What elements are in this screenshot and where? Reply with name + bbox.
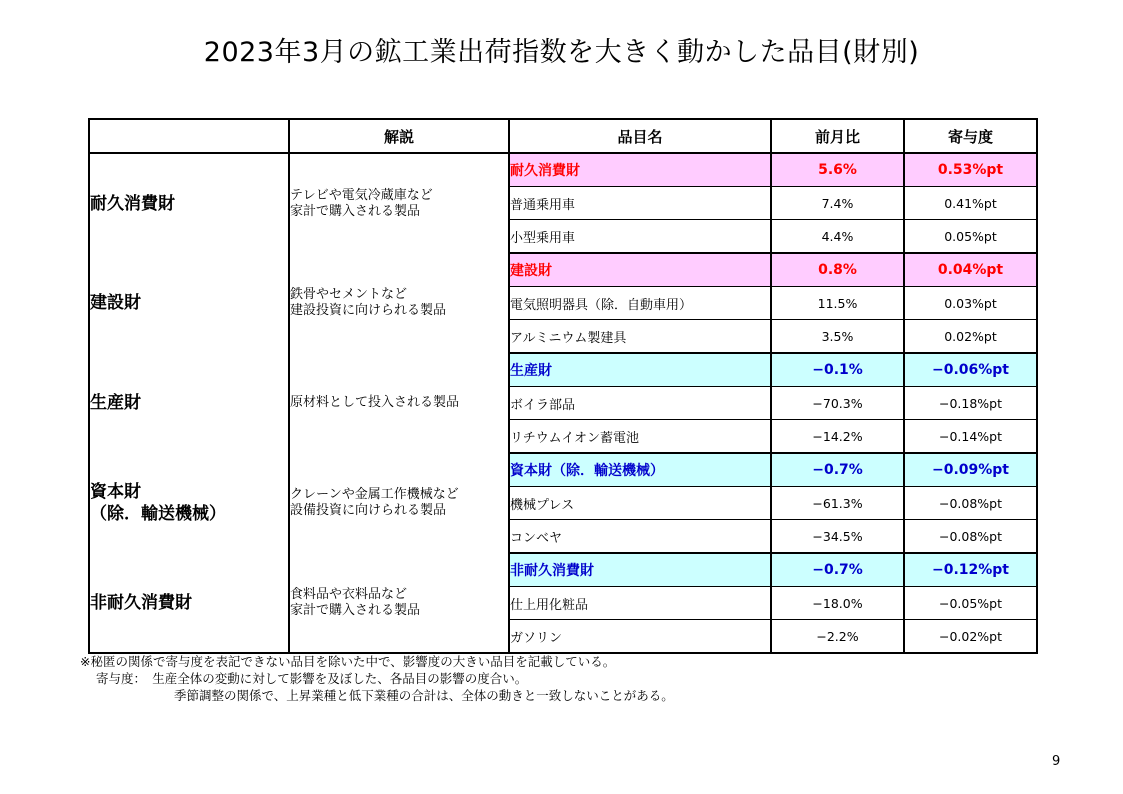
- ratio-value: −0.1%: [771, 353, 904, 387]
- ratio-value: −34.5%: [771, 520, 904, 554]
- description-text: クレーンや金属工作機械など 設備投資に向けられる製品: [290, 487, 459, 518]
- footnote-confidentiality: ※秘匿の関係で寄与度を表記できない品目を除いた中で、影響度の大きい品目を記載している。: [80, 654, 616, 669]
- ratio-value: −18.0%: [771, 587, 904, 620]
- ratio-value: 4.4%: [771, 220, 904, 254]
- contribution-value: −0.08%pt: [904, 487, 1037, 520]
- table-row: [89, 353, 1037, 387]
- table-row: [89, 453, 1037, 487]
- page-number: 9: [1052, 754, 1061, 769]
- item-name: 建設財: [509, 253, 771, 287]
- item-name: 機械プレス: [509, 487, 771, 520]
- item-name: 電気照明器具（除．自動車用）: [509, 287, 771, 320]
- item-name: リチウムイオン蓄電池: [509, 420, 771, 454]
- header-ratio: 前月比: [771, 119, 904, 153]
- footnote-seasonal-adjustment: 季節調整の関係で、上昇業種と低下業種の合計は、全体の動きと一致しないことがある。: [174, 688, 674, 703]
- category-label: 建設財: [90, 293, 141, 313]
- category-label: 非耐久消費財: [90, 592, 192, 613]
- ratio-value: 7.4%: [771, 187, 904, 220]
- header-description: 解説: [289, 119, 509, 153]
- item-name: ボイラ部品: [509, 387, 771, 420]
- description-cell: [289, 553, 509, 653]
- category-cell: [89, 153, 289, 253]
- item-name: 普通乗用車: [509, 187, 771, 220]
- header-item: 品目名: [509, 119, 771, 153]
- ratio-value: −61.3%: [771, 487, 904, 520]
- category-cell: [89, 253, 289, 353]
- category-cell: [89, 553, 289, 653]
- ratio-value: 0.8%: [771, 253, 904, 287]
- ratio-value: 11.5%: [771, 287, 904, 320]
- ratio-value: −2.2%: [771, 620, 904, 654]
- ratio-value: 5.6%: [771, 153, 904, 187]
- item-name: アルミニウム製建具: [509, 320, 771, 354]
- category-label: 資本財: [90, 482, 141, 502]
- contribution-value: −0.12%pt: [904, 553, 1037, 587]
- description-cell: [289, 153, 509, 253]
- category-label: 生産財: [90, 393, 141, 413]
- category-cell: [89, 453, 289, 553]
- category-cell: [89, 353, 289, 453]
- ratio-value: −0.7%: [771, 453, 904, 487]
- item-name: 仕上用化粧品: [509, 587, 771, 620]
- item-name: 資本財（除．輸送機械）: [509, 453, 771, 487]
- contribution-value: 0.03%pt: [904, 287, 1037, 320]
- contribution-value: −0.18%pt: [904, 387, 1037, 420]
- contribution-value: −0.08%pt: [904, 520, 1037, 554]
- footnotes: [80, 653, 674, 704]
- table-row: [89, 253, 1037, 287]
- contribution-value: −0.06%pt: [904, 353, 1037, 387]
- contribution-value: −0.14%pt: [904, 420, 1037, 454]
- description-text: 原材料として投入される製品: [290, 395, 460, 410]
- contribution-value: −0.02%pt: [904, 620, 1037, 654]
- item-name: コンベヤ: [509, 520, 771, 554]
- description-cell: [289, 353, 509, 453]
- ratio-value: −70.3%: [771, 387, 904, 420]
- table-header-row: [89, 119, 1037, 153]
- ratio-value: −0.7%: [771, 553, 904, 587]
- table-row: [89, 553, 1037, 587]
- contribution-value: −0.05%pt: [904, 587, 1037, 620]
- item-name: ガソリン: [509, 620, 771, 654]
- ratio-value: 3.5%: [771, 320, 904, 354]
- description-cell: [289, 453, 509, 553]
- table-row: [89, 153, 1037, 187]
- item-name: 小型乗用車: [509, 220, 771, 254]
- item-name: 耐久消費財: [509, 153, 771, 187]
- item-name: 非耐久消費財: [509, 553, 771, 587]
- description-cell: [289, 253, 509, 353]
- header-category: [89, 119, 289, 153]
- description-text: 鉄骨やセメントなど 建設投資に向けられる製品: [290, 287, 447, 318]
- category-sublabel: （除．輸送機械）: [90, 504, 226, 524]
- contribution-value: 0.41%pt: [904, 187, 1037, 220]
- ratio-value: −14.2%: [771, 420, 904, 454]
- page-title: 2023年3月の鉱工業出荷指数を大きく動かした品目(財別): [203, 37, 920, 68]
- contribution-value: −0.09%pt: [904, 453, 1037, 487]
- contribution-value: 0.53%pt: [904, 153, 1037, 187]
- contribution-value: 0.02%pt: [904, 320, 1037, 354]
- goods-table: [88, 118, 1038, 654]
- header-contribution: 寄与度: [904, 119, 1037, 153]
- description-text: 食料品や衣料品など 家計で購入される製品: [290, 586, 421, 618]
- category-label: 耐久消費財: [90, 193, 175, 214]
- item-name: 生産財: [509, 353, 771, 387]
- contribution-value: 0.04%pt: [904, 253, 1037, 287]
- description-text: テレビや電気冷蔵庫など 家計で購入される製品: [290, 187, 433, 219]
- contribution-value: 0.05%pt: [904, 220, 1037, 254]
- footnote-contribution-definition: 寄与度： 生産全体の変動に対して影響を及ぼした、各品目の影響の度合い。: [96, 671, 528, 686]
